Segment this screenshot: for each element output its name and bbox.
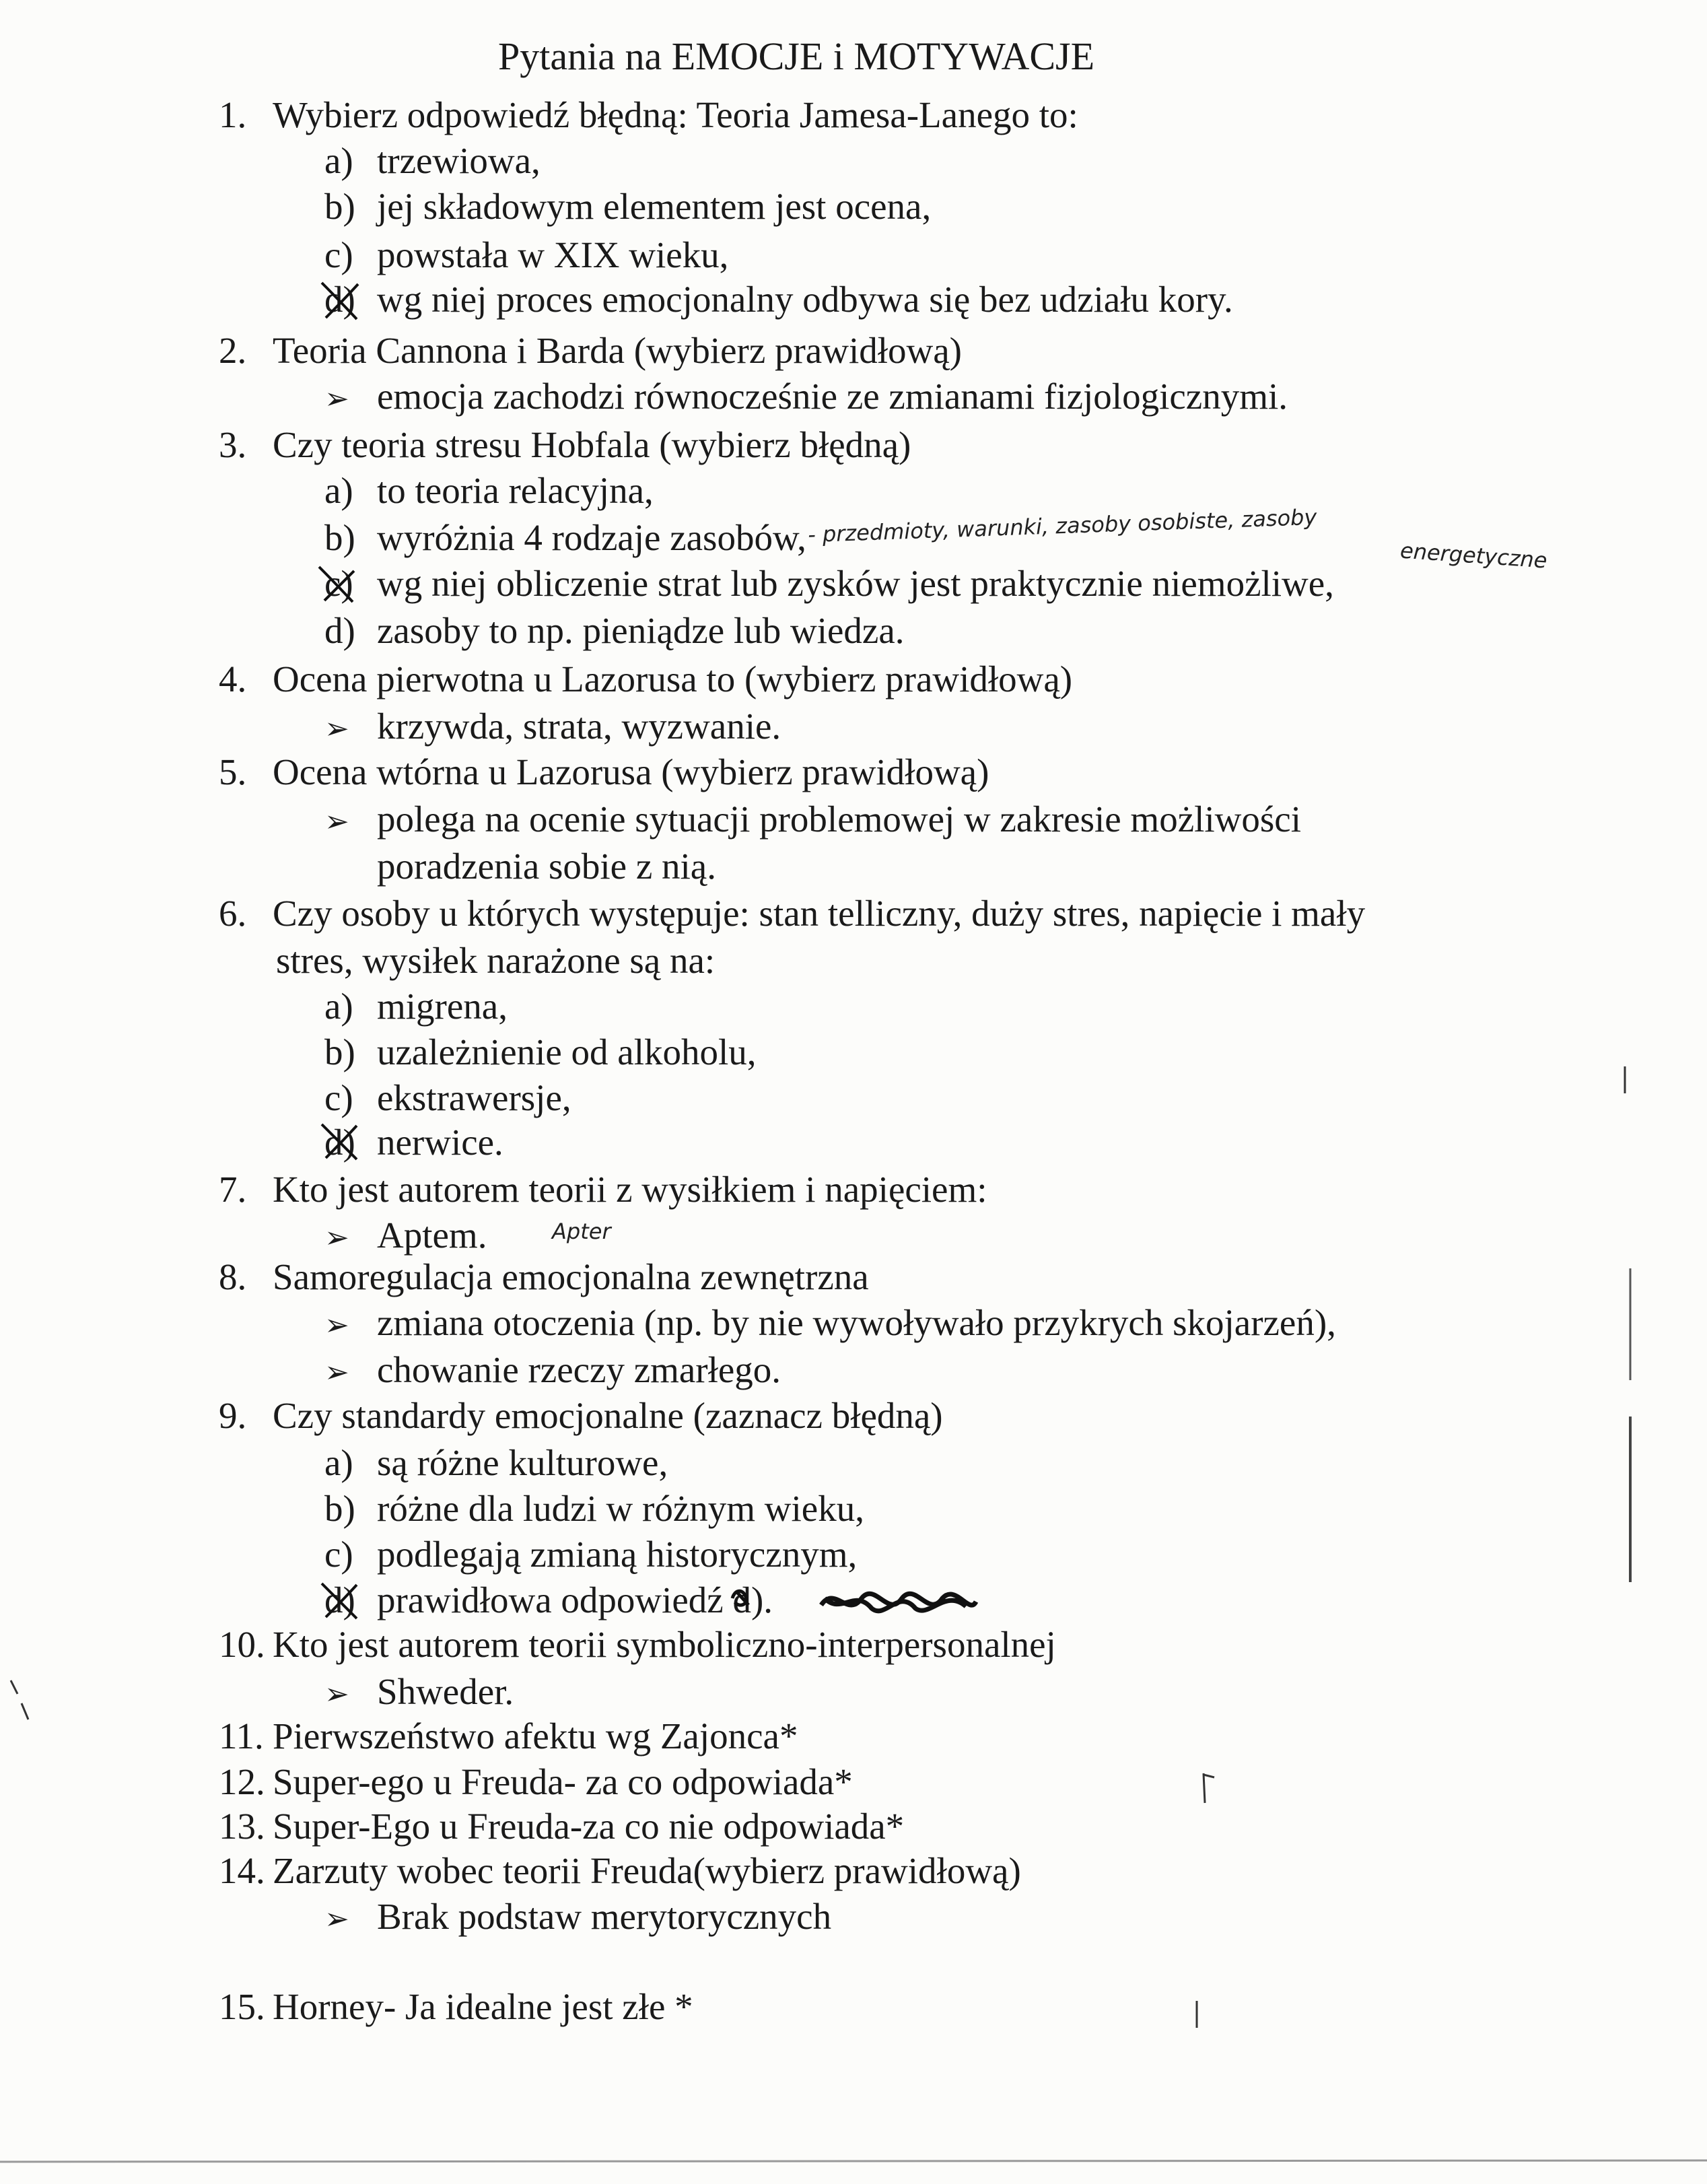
answer-text: emocja zachodzi równocześnie ze zmianami fizjologicznymi. bbox=[377, 376, 1288, 417]
scribbled-out-text bbox=[814, 1578, 983, 1625]
question-number: 14. bbox=[219, 1850, 265, 1891]
arrow-bullet-icon: ➢ bbox=[324, 1221, 349, 1255]
question-2 bbox=[219, 329, 962, 373]
option-text: wyróżnia 4 rodzaje zasobów, bbox=[377, 517, 806, 558]
option-text: wg niej proces emocjonalny odbywa się bez udziału kory. bbox=[377, 279, 1233, 320]
question-6-continuation: stres, wysiłek narażone są na: bbox=[276, 940, 716, 981]
option-letter: d) bbox=[324, 1122, 355, 1163]
question-text: Pierwszeństwo afektu wg Zajonca* bbox=[273, 1715, 798, 1756]
question-number: 4. bbox=[219, 658, 247, 699]
option-9c bbox=[324, 1532, 857, 1577]
answer-text: polega na ocenie sytuacji problemowej w zakresie możliwości bbox=[377, 798, 1301, 840]
answer-10 bbox=[324, 1670, 514, 1717]
option-6b bbox=[324, 1030, 757, 1074]
page-title: Pytania na EMOCJE i MOTYWACJE bbox=[498, 34, 1095, 78]
option-letter: c) bbox=[324, 234, 353, 275]
question-1 bbox=[219, 93, 1078, 137]
question-5 bbox=[219, 750, 989, 794]
arrow-bullet-icon: ➢ bbox=[324, 1677, 349, 1711]
scan-artifact-mark bbox=[7, 1676, 34, 1730]
scan-artifact-line bbox=[1622, 1064, 1629, 1097]
arrow-bullet-icon: ➢ bbox=[324, 382, 349, 416]
question-number: 13. bbox=[219, 1806, 265, 1847]
answer-text: chowanie rzeczy zmarłego. bbox=[377, 1349, 781, 1390]
question-10 bbox=[219, 1623, 1056, 1667]
option-1d bbox=[324, 277, 1233, 322]
option-letter: d) bbox=[324, 279, 355, 320]
option-letter: c) bbox=[324, 1077, 353, 1118]
question-text: Super-ego u Freuda- za co odpowiada* bbox=[273, 1761, 853, 1802]
scan-artifact-line bbox=[1628, 1266, 1634, 1387]
option-letter: b) bbox=[324, 186, 355, 227]
option-text: trzewiowa, bbox=[377, 140, 541, 181]
answer-cross-mark bbox=[316, 277, 370, 325]
answer-text: krzywda, strata, wyzwanie. bbox=[377, 706, 781, 747]
question-text: Zarzuty wobec teorii Freuda(wybierz prawidłową) bbox=[273, 1850, 1021, 1891]
option-letter: a) bbox=[324, 140, 353, 181]
answer-5 bbox=[324, 797, 1301, 844]
answer-cross-mark bbox=[316, 1577, 370, 1624]
option-letter: a) bbox=[324, 986, 353, 1027]
answer-5-continuation: poradzenia sobie z nią. bbox=[377, 846, 716, 887]
option-3c bbox=[324, 561, 1334, 606]
option-text: jej składowym elementem jest ocena, bbox=[377, 186, 932, 227]
answer-cross-mark bbox=[316, 1118, 370, 1165]
answer-cross-mark bbox=[314, 561, 368, 609]
option-9b bbox=[324, 1487, 864, 1531]
question-text: Ocena wtórna u Lazorusa (wybierz prawidłową) bbox=[273, 751, 989, 792]
question-13 bbox=[219, 1804, 904, 1849]
question-text: Super-Ego u Freuda-za co nie odpowiada* bbox=[273, 1806, 905, 1847]
question-text: Horney- Ja idealne jest złe * bbox=[273, 1986, 693, 2027]
answer-text: zmiana otoczenia (np. by nie wywoływało przykrych skojarzeń), bbox=[377, 1302, 1336, 1343]
question-text: Teoria Cannona i Barda (wybierz prawidłową) bbox=[273, 330, 962, 371]
arrow-bullet-icon: ➢ bbox=[324, 1355, 349, 1390]
option-text: wg niej obliczenie strat lub zysków jest praktycznie niemożliwe, bbox=[377, 563, 1334, 604]
question-number: 12. bbox=[219, 1761, 265, 1802]
question-number: 6. bbox=[219, 893, 247, 934]
option-text: to teoria relacyjna, bbox=[377, 470, 654, 511]
option-3b bbox=[324, 516, 806, 560]
question-number: 5. bbox=[219, 751, 247, 792]
option-3d bbox=[324, 609, 904, 653]
option-text: podlegają zmianą historycznym, bbox=[377, 1534, 858, 1575]
question-number: 15. bbox=[219, 1986, 265, 2027]
answer-7 bbox=[324, 1213, 487, 1260]
option-text: uzależnienie od alkoholu, bbox=[377, 1031, 757, 1072]
option-text: różne dla ludzi w różnym wieku, bbox=[377, 1488, 864, 1529]
question-number: 7. bbox=[219, 1169, 247, 1210]
scan-artifact-line bbox=[1191, 1998, 1205, 2032]
option-1c bbox=[324, 233, 728, 277]
question-text: Ocena pierwotna u Lazorusa to (wybierz prawidłową) bbox=[273, 658, 1073, 699]
scan-edge-line bbox=[0, 2158, 1707, 2166]
handwritten-note-apter: Apter bbox=[552, 1219, 611, 1244]
question-15 bbox=[219, 1985, 693, 2029]
option-letter: d) bbox=[324, 1579, 355, 1620]
question-text: Samoregulacja emocjonalna zewnętrzna bbox=[273, 1256, 869, 1297]
question-number: 8. bbox=[219, 1256, 247, 1297]
question-14 bbox=[219, 1849, 1021, 1893]
question-3 bbox=[219, 423, 911, 467]
option-text: ekstrawersje, bbox=[377, 1077, 571, 1118]
arrow-bullet-icon: ➢ bbox=[324, 1902, 349, 1936]
option-text: są różne kulturowe, bbox=[377, 1442, 668, 1483]
option-letter: c) bbox=[324, 563, 353, 604]
question-number: 3. bbox=[219, 424, 247, 465]
option-letter: a) bbox=[324, 1442, 353, 1483]
option-letter: a) bbox=[324, 470, 353, 511]
option-letter: b) bbox=[324, 1031, 355, 1072]
answer-8a bbox=[324, 1301, 1336, 1348]
question-number: 11. bbox=[219, 1715, 264, 1756]
handwritten-note-resources-2: energetyczne bbox=[1399, 537, 1548, 574]
question-number: 9. bbox=[219, 1395, 247, 1436]
option-text: powstała w XIX wieku, bbox=[377, 234, 729, 275]
answer-8b bbox=[324, 1348, 781, 1395]
option-6c bbox=[324, 1076, 571, 1120]
option-letter: d) bbox=[324, 610, 355, 651]
answer-text: Shweder. bbox=[377, 1671, 514, 1712]
answer-4 bbox=[324, 704, 781, 751]
question-6 bbox=[219, 891, 1365, 936]
option-text: prawidłowa odpowiedź d). bbox=[377, 1579, 773, 1620]
question-12 bbox=[219, 1760, 853, 1804]
answer-14 bbox=[324, 1895, 831, 1942]
option-9d bbox=[324, 1578, 773, 1623]
question-number: 1. bbox=[219, 94, 247, 135]
answer-text: Aptem. bbox=[377, 1215, 487, 1256]
question-number: 2. bbox=[219, 330, 247, 371]
option-text: nerwice. bbox=[377, 1122, 503, 1163]
option-text: zasoby to np. pieniądze lub wiedza. bbox=[377, 610, 905, 651]
arrow-bullet-icon: ➢ bbox=[324, 712, 349, 746]
scribbled-out-mark bbox=[728, 1585, 755, 1612]
option-text: migrena, bbox=[377, 986, 508, 1027]
answer-2 bbox=[324, 374, 1288, 421]
question-text: Kto jest autorem teorii z wysiłkiem i napięciem: bbox=[273, 1169, 987, 1210]
option-6a bbox=[324, 984, 508, 1029]
option-1b bbox=[324, 184, 931, 229]
question-text: Czy standardy emocjonalne (zaznacz błędną) bbox=[273, 1395, 943, 1436]
question-text: Kto jest autorem teorii symboliczno-interpersonalnej bbox=[273, 1624, 1056, 1665]
option-letter: b) bbox=[324, 517, 355, 558]
option-1a bbox=[324, 139, 541, 183]
option-9a bbox=[324, 1441, 668, 1485]
answer-text: Brak podstaw merytorycznych bbox=[377, 1896, 832, 1937]
question-number: 10. bbox=[219, 1624, 265, 1665]
handwritten-note-resources: - przedmioty, warunki, zasoby osobiste, zasoby bbox=[807, 504, 1317, 548]
question-7 bbox=[219, 1167, 987, 1212]
question-text: Czy teoria stresu Hobfala (wybierz błędną) bbox=[273, 424, 911, 465]
question-11 bbox=[219, 1714, 798, 1759]
scan-artifact-line bbox=[1628, 1414, 1634, 1589]
arrow-bullet-icon: ➢ bbox=[324, 805, 349, 839]
question-text: Czy osoby u których występuje: stan telliczny, duży stres, napięcie i mały bbox=[273, 893, 1366, 934]
option-letter: c) bbox=[324, 1534, 353, 1575]
question-9 bbox=[219, 1394, 943, 1438]
arrow-bullet-icon: ➢ bbox=[324, 1308, 349, 1342]
question-4 bbox=[219, 657, 1072, 702]
question-8 bbox=[219, 1255, 869, 1299]
option-3a bbox=[324, 469, 654, 513]
question-text: Wybierz odpowiedź błędną: Teoria Jamesa-Lanego to: bbox=[273, 94, 1078, 135]
scan-artifact-mark bbox=[1198, 1769, 1225, 1810]
option-letter: b) bbox=[324, 1488, 355, 1529]
